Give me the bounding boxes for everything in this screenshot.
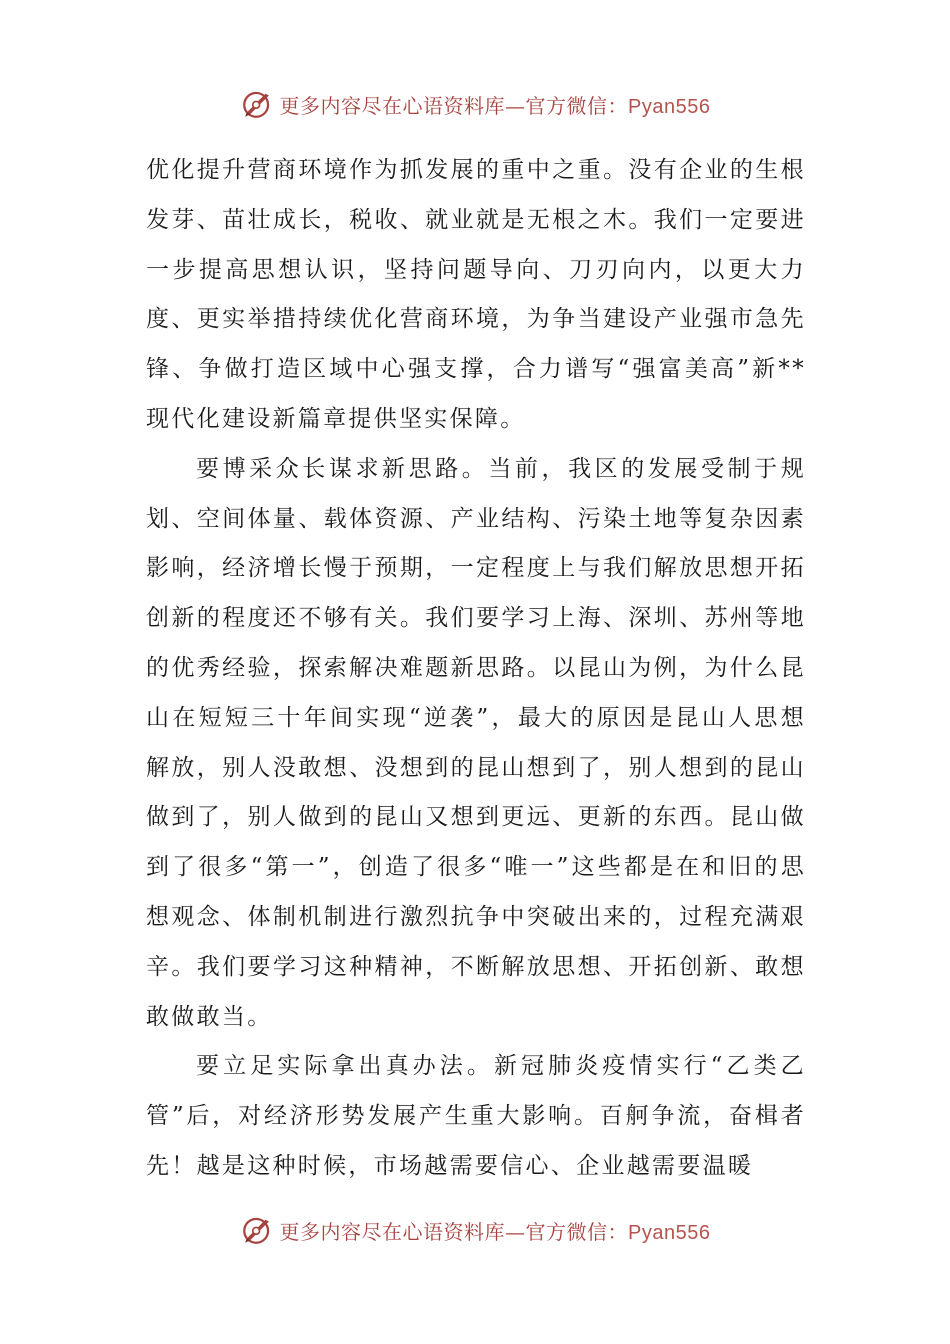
pen-circle-logo-icon [240, 87, 274, 121]
footer-banner-label: 更多内容尽在心语资料库—官方微信： [279, 1219, 629, 1244]
paragraph-2: 要博采众长谋求新思路。当前，我区的发展受制于规划、空间体量、载体资源、产业结构、污染土地等复杂因素影响，经济增长慢于预期，一定程度上与我们解放思想开拓创新的程度还不够有关。我们要学习上海、深圳、苏州等地的优秀经验，探索解决难题新思路。以昆山为例，为什么昆山在短短三十年间实现“逆袭”，最大的原因是昆山人思想解放，别人没敢想、没想到的昆山想到了，别人想到的昆山做到了，别人做到的昆山又想到更远、更新的东西。昆山做到了很多“第一”，创造了很多“唯一”这些都是在和旧的思想观念、体制机制进行激烈抗争中突破出来的，过程充满艰辛。我们要学习这种精神，不断解放思想、开拓创新、敢想敢做敢当。 [146, 455, 806, 1030]
pen-circle-logo-icon [240, 1213, 274, 1247]
header-banner [0, 84, 950, 124]
header-banner-text [280, 90, 711, 119]
header-banner-label: 更多内容尽在心语资料库—官方微信： [279, 93, 629, 118]
footer-banner-text [280, 1216, 711, 1245]
footer-banner [0, 1210, 950, 1250]
paragraph-1: 优化提升营商环境作为抓发展的重中之重。没有企业的生根发芽、苗壮成长，税收、就业就是无根之木。我们一定要进一步提高思想认识，坚持问题导向、刀刃向内，以更大力度、更实举措持续优化营商环境，为争当建设产业强市急先锋、争做打造区域中心强支撑，合力谱写“强富美高”新**现代化建设新篇章提供坚实保障。 [146, 157, 806, 432]
header-banner-wechat-id: Pyan556 [628, 95, 711, 118]
document-body [146, 146, 806, 1192]
paragraph-3: 要立足实际拿出真办法。新冠肺炎疫情实行“乙类乙管”后，对经济形势发展产生重大影响。百舸争流，奋楫者先！越是这种时候，市场越需要信心、企业越需要温暖 [146, 1053, 806, 1179]
footer-banner-wechat-id: Pyan556 [628, 1221, 711, 1244]
